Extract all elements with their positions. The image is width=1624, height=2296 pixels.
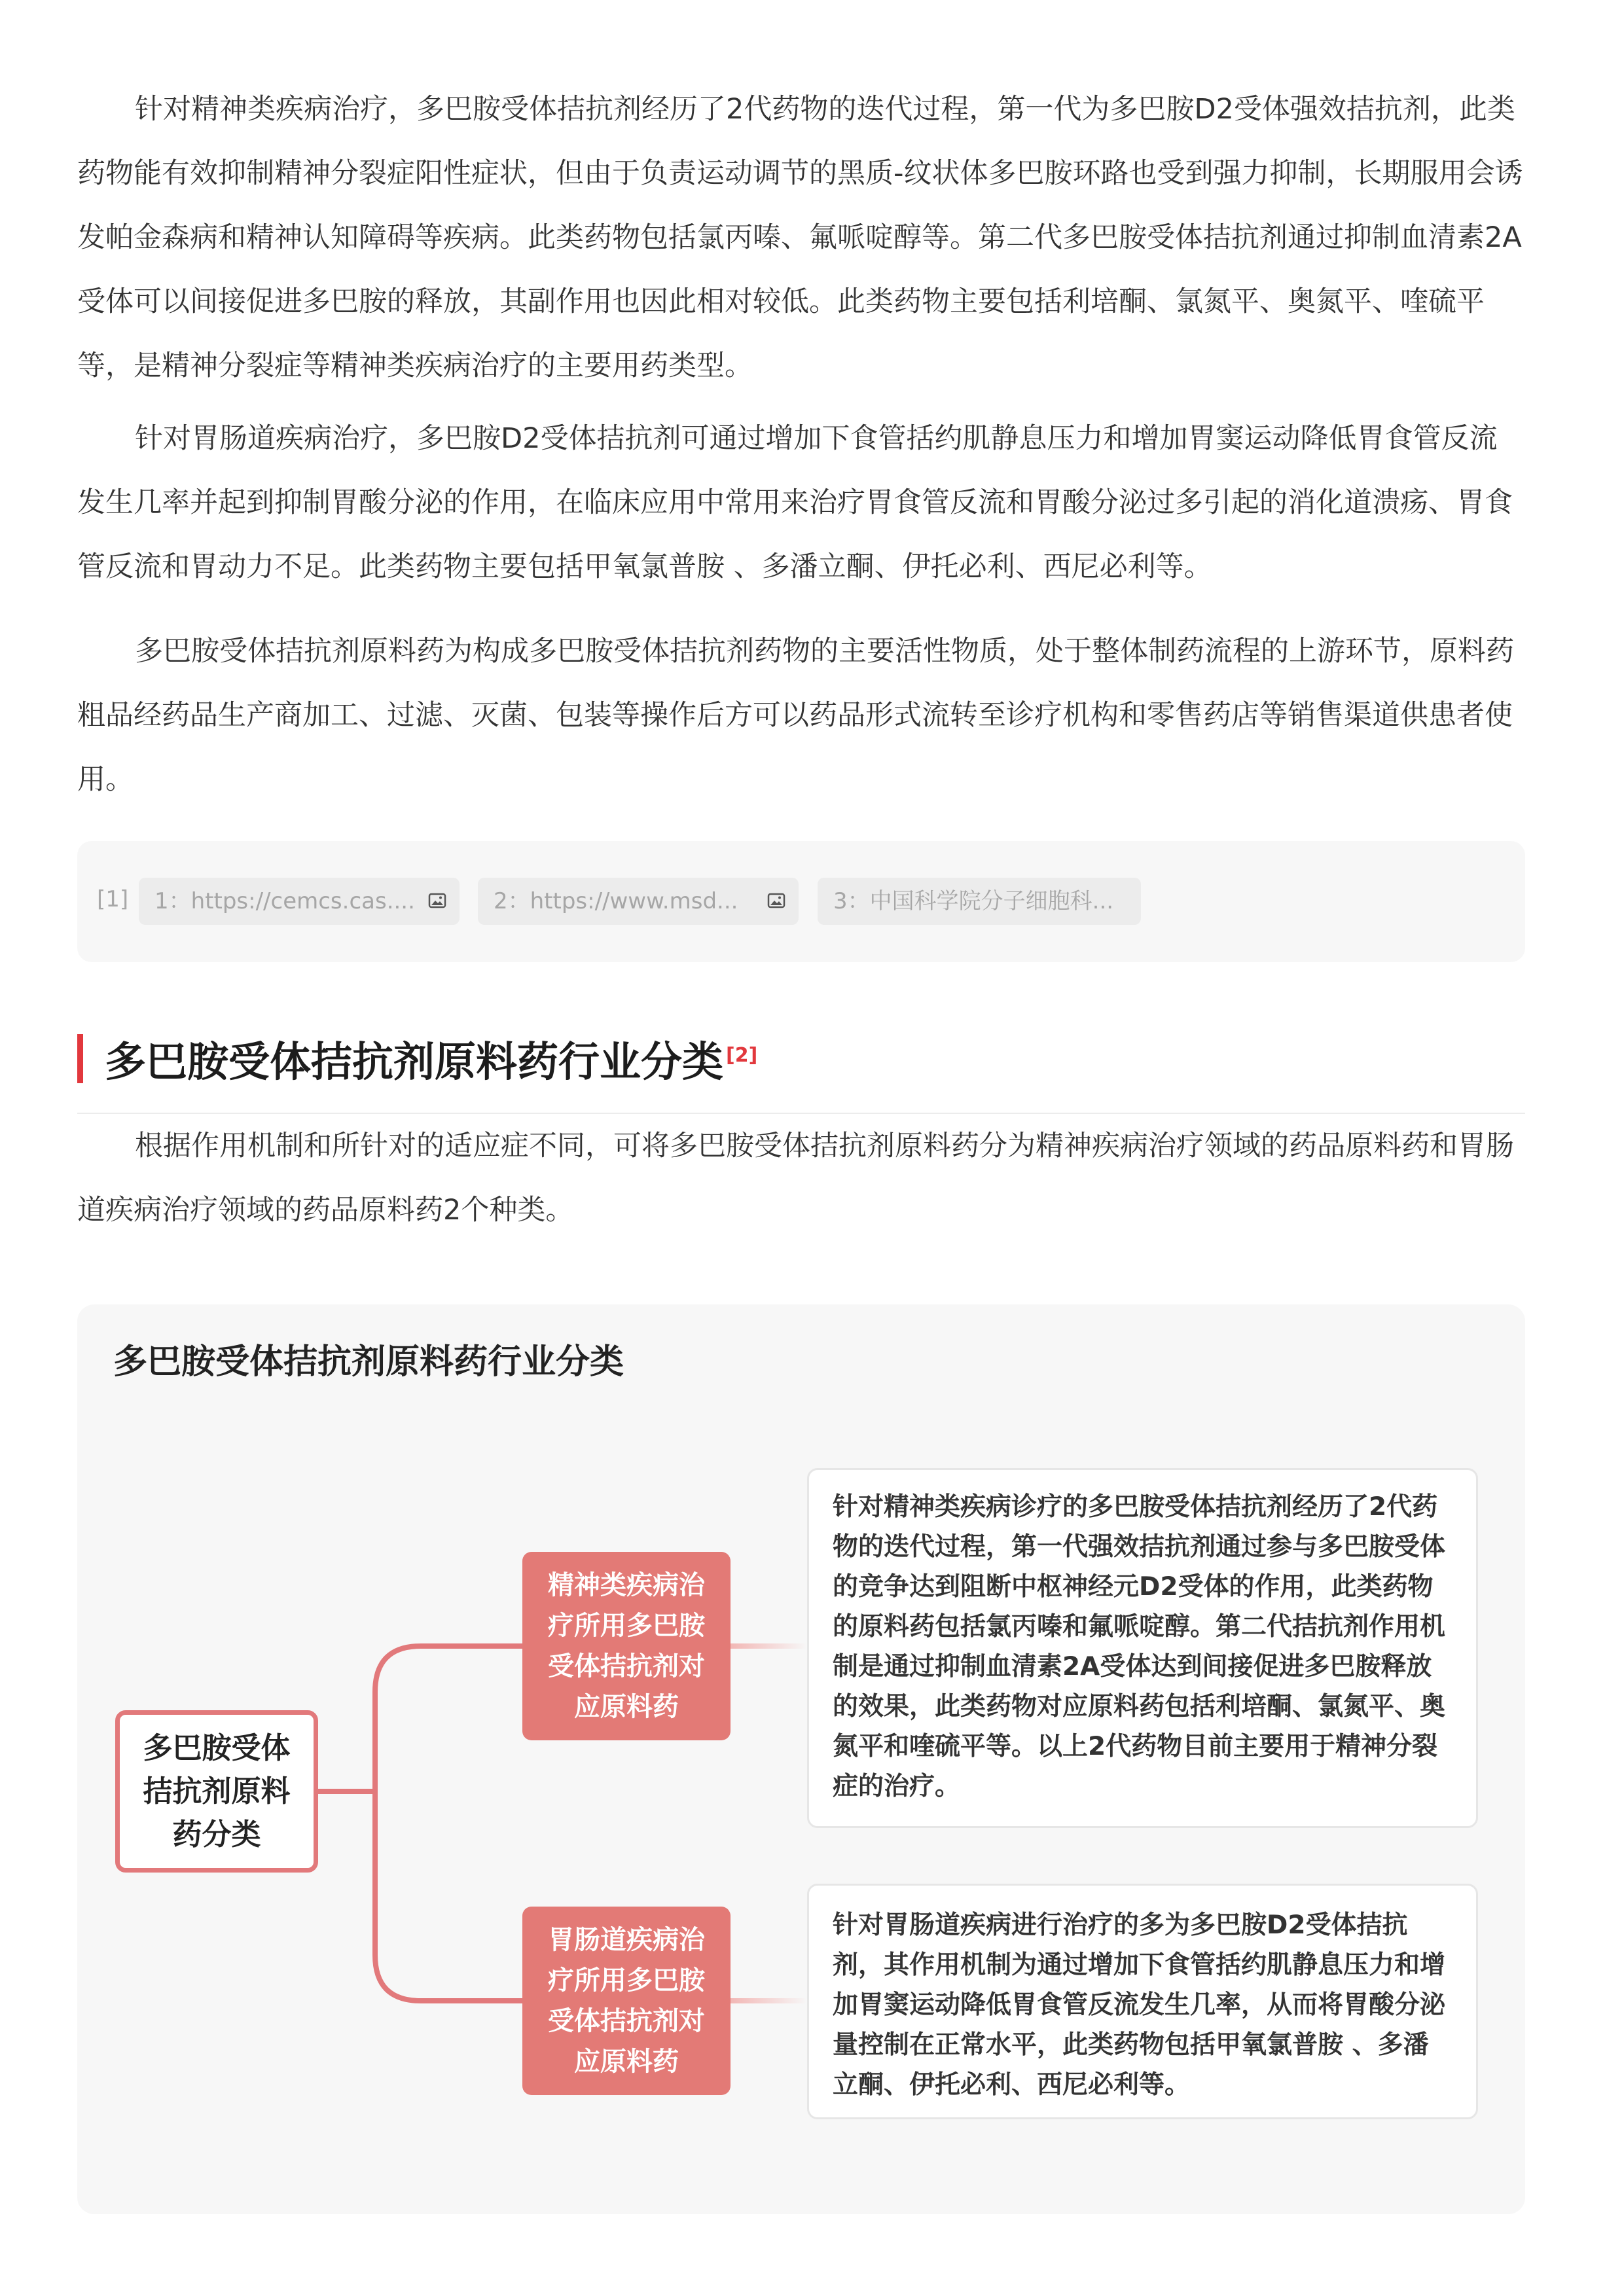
paragraph-gastrointestinal: 针对胃肠道疾病治疗，多巴胺D2受体拮抗剂可通过增加下食管括约肌静息压力和增加胃窦运动降低胃食管反流发生几率并起到抑制胃酸分泌的作用，在临床应用中常用来治疗胃食管反流和胃酸分泌过多引起的消化道溃疡、胃食管反流和胃动力不足。此类药物主要包括甲氧氯普胺 、多潘立酮、伊托必利、西尼必利等。	[77, 422, 1513, 583]
connector-branch-upper	[375, 1646, 522, 1791]
connector-desc-upper	[731, 1643, 807, 1649]
diagram-node-psychiatric: 精神类疾病治疗所用多巴胺受体拮抗剂对应原料药	[522, 1552, 731, 1740]
diagram-node-gastrointestinal: 胃肠道疾病治疗所用多巴胺受体拮抗剂对应原料药	[522, 1907, 731, 2095]
image-icon	[767, 893, 785, 908]
section-accent-bar	[77, 1034, 83, 1083]
diagram-description-gastrointestinal: 针对胃肠道疾病进行治疗的多为多巴胺D2受体拮抗剂，其作用机制为通过增加下食管括约肌静息压力和增加胃窦运动降低胃食管反流发生几率，从而将胃酸分泌量控制在正常水平，此类药物包括甲氧氯普胺 、多潘立酮、伊托必利、西尼必利等。	[807, 1884, 1478, 2119]
diagram-root-node: 多巴胺受体拮抗剂原料药分类	[115, 1710, 318, 1873]
reference-link-label: 2：https://www.msd...	[494, 888, 738, 914]
paragraph-api-role: 多巴胺受体拮抗剂原料药为构成多巴胺受体拮抗剂药物的主要活性物质，处于整体制药流程的上游环节，原料药粗品经药品生产商加工、过滤、灭菌、包装等操作后方可以药品形式流转至诊疗机构和零售药店等销售渠道供患者使用。	[77, 635, 1514, 796]
section-title	[105, 1029, 757, 1088]
paragraph-psychiatric: 针对精神类疾病治疗，多巴胺受体拮抗剂经历了2代药物的迭代过程，第一代为多巴胺D2受体强效拮抗剂，此类药物能有效抑制精神分裂症阳性症状，但由于负责运动调节的黑质-纹状体多巴胺环路也受到强力抑制，长期服用会诱发帕金森病和精神认知障碍等疾病。此类药物包括氯丙嗪、氟哌啶醇等。第二代多巴胺受体拮抗剂通过抑制血清素2A受体可以间接促进多巴胺的释放，其副作用也因此相对较低。此类药物主要包括利培酮、氯氮平、奥氮平、喹硫平等，是精神分裂症等精神类疾病治疗的主要用药类型。	[77, 93, 1523, 382]
diagram-description-psychiatric: 针对精神类疾病诊疗的多巴胺受体拮抗剂经历了2代药物的迭代过程，第一代强效拮抗剂通过参与多巴胺受体的竞争达到阻断中枢神经元D2受体的作用，此类药物的原料药包括氯丙嗪和氟哌啶醇。第二代拮抗剂作用机制是通过抑制血清素2A受体达到间接促进多巴胺释放的效果，此类药物对应原料药包括利培酮、氯氮平、奥氮平和喹硫平等。以上2代药物目前主要用于精神分裂症的治疗。	[807, 1468, 1478, 1828]
reference-link-label: 1：https://cemcs.cas....	[154, 888, 415, 914]
reference-link-label: 3：中国科学院分子细胞科...	[833, 888, 1114, 914]
classification-diagram-card	[77, 1304, 1525, 2214]
reference-link-3[interactable]	[818, 878, 1141, 925]
reference-link-2[interactable]	[478, 878, 799, 925]
diagram-title: 多巴胺受体拮抗剂原料药行业分类	[113, 1342, 624, 1382]
reference-bar	[77, 841, 1525, 962]
section-reference-marker[interactable]: [2]	[726, 1044, 758, 1067]
paragraph-classification: 根据作用机制和所针对的适应症不同，可将多巴胺受体拮抗剂原料药分为精神疾病治疗领域的药品原料药和胃肠道疾病治疗领域的药品原料药2个种类。	[77, 1130, 1514, 1227]
connector-desc-lower	[731, 1998, 807, 2003]
section-title-text: 多巴胺受体拮抗剂原料药行业分类	[105, 1038, 723, 1086]
reference-link-1[interactable]	[139, 878, 460, 925]
connector-branch-lower	[375, 1791, 522, 2001]
reference-index: [1]	[97, 886, 129, 912]
image-icon	[428, 893, 446, 908]
